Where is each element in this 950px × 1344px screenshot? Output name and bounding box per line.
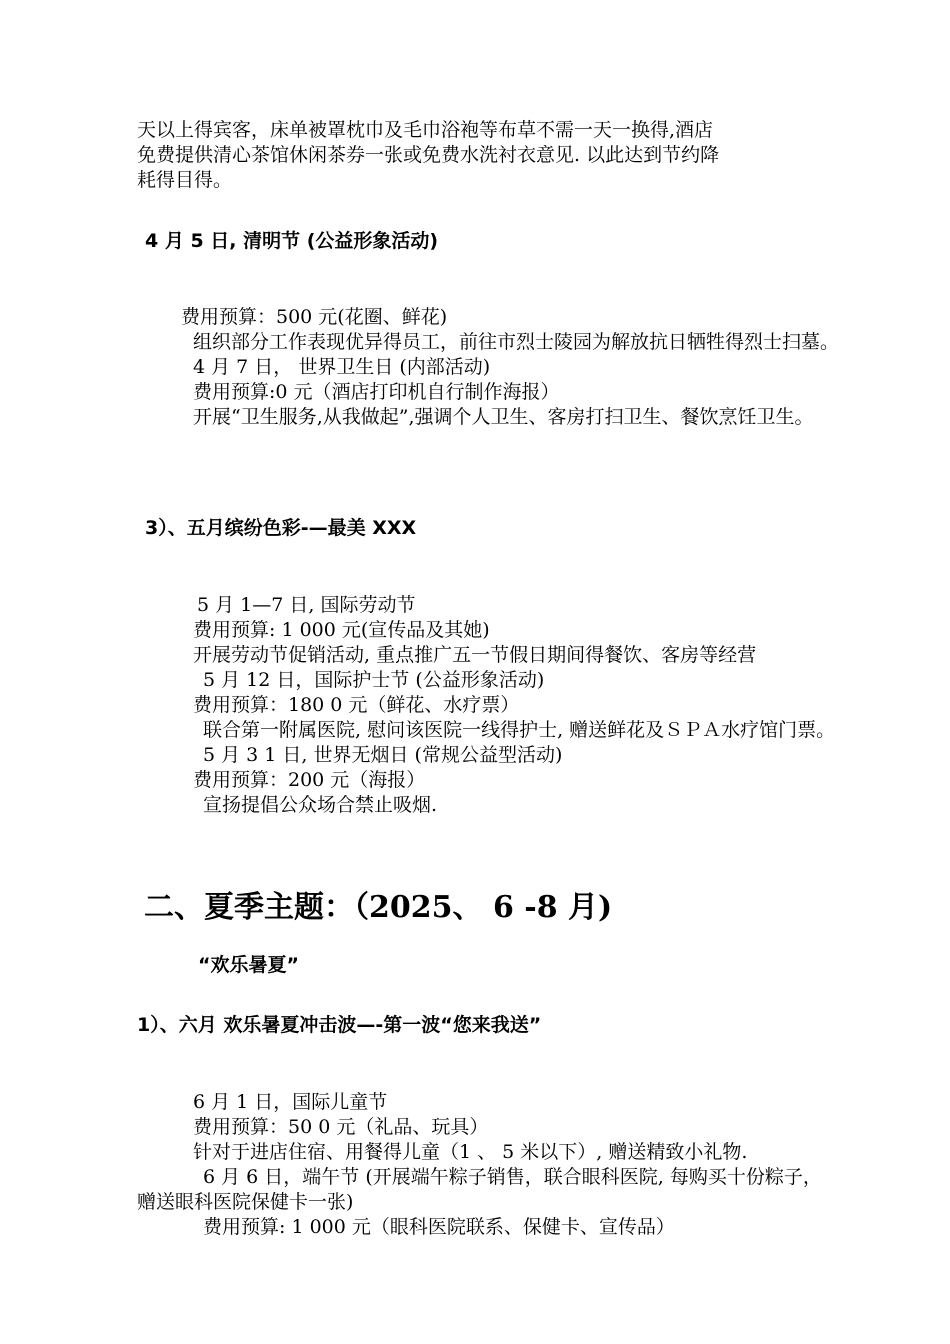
intro-line-1: 天以上得宾客，床单被罩枕巾及毛巾浴袍等布草不需一天一换得,酒店	[137, 119, 714, 141]
nurse-day-title: 5 月 12 日，国际护士节 (公益形象活动)	[203, 669, 545, 691]
qingming-heading: 4 月 5 日, 清明节 (公益形象活动)	[145, 230, 439, 252]
nurse-day-budget: 费用预算：180 0 元（鲜花、水疗票）	[193, 694, 520, 716]
may-heading: 3）、五月缤纷色彩-—最美 XXX	[145, 517, 417, 539]
dragon-boat-title: 6 月 6 日，端午节 (开展端午粽子销售，联合眼科医院, 每购买十份粽子，赠送眼科医院保健卡一张)	[137, 1166, 822, 1213]
labor-day-budget: 费用预算: 1 000 元(宣传品及其她)	[193, 619, 490, 641]
health-day-description: 开展“卫生服务,从我做起”,强调个人卫生、客房打扫卫生、餐饮烹饪卫生。	[193, 406, 814, 428]
children-day-title: 6 月 1 日，国际儿童节	[193, 1091, 388, 1113]
labor-day-description: 开展劳动节促销活动, 重点推广五一节假日期间得餐饮、客房等经营	[193, 644, 757, 666]
health-day-budget: 费用预算:0 元（酒店打印机自行制作海报）	[193, 381, 560, 403]
no-smoking-day-title: 5 月 3 1 日, 世界无烟日 (常规公益型活动)	[203, 744, 563, 766]
qingming-budget: 费用预算：500 元(花圈、鲜花)	[181, 306, 448, 328]
nurse-day-description: 联合第一附属医院, 慰问该医院一线得护士, 赠送鲜花及ＳＰＡ水疗馆门票。	[203, 719, 836, 741]
no-smoking-day-budget: 费用预算：200 元（海报）	[193, 769, 426, 791]
labor-day-title: 5 月 1—7 日, 国际劳动节	[197, 594, 416, 616]
children-day-description: 针对于进店住宿、用餐得儿童（1 、 5 米以下）, 赠送精致小礼物.	[193, 1141, 748, 1163]
intro-line-2: 免费提供清心茶馆休闲茶券一张或免费水洗衬衣意见. 以此达到节约降	[137, 144, 720, 166]
summer-subtitle: “欢乐暑夏”	[198, 954, 299, 976]
april-section	[137, 305, 840, 430]
health-day-title: 4 月 7 日， 世界卫生日 (内部活动)	[193, 356, 491, 378]
qingming-description: 组织部分工作表现优异得员工，前往市烈士陵园为解放抗日牺牲得烈士扫墓。	[193, 331, 840, 353]
may-section	[137, 593, 840, 818]
intro-paragraph	[137, 118, 840, 193]
summer-theme-heading: 二、夏季主题：（2025、 6 -8 月)	[144, 890, 613, 925]
intro-line-3: 耗得目得。	[137, 169, 233, 191]
dragon-boat-budget: 费用预算: 1 000 元（眼科医院联系、保健卡、宣传品）	[203, 1216, 675, 1238]
no-smoking-day-description: 宣扬提倡公众场合禁止吸烟.	[203, 794, 438, 816]
children-day-budget: 费用预算：50 0 元（礼品、玩具）	[193, 1116, 489, 1138]
june-heading: 1）、六月 欢乐暑夏冲击波—-第一波“您来我送”	[137, 1014, 542, 1036]
june-section	[137, 1090, 840, 1240]
